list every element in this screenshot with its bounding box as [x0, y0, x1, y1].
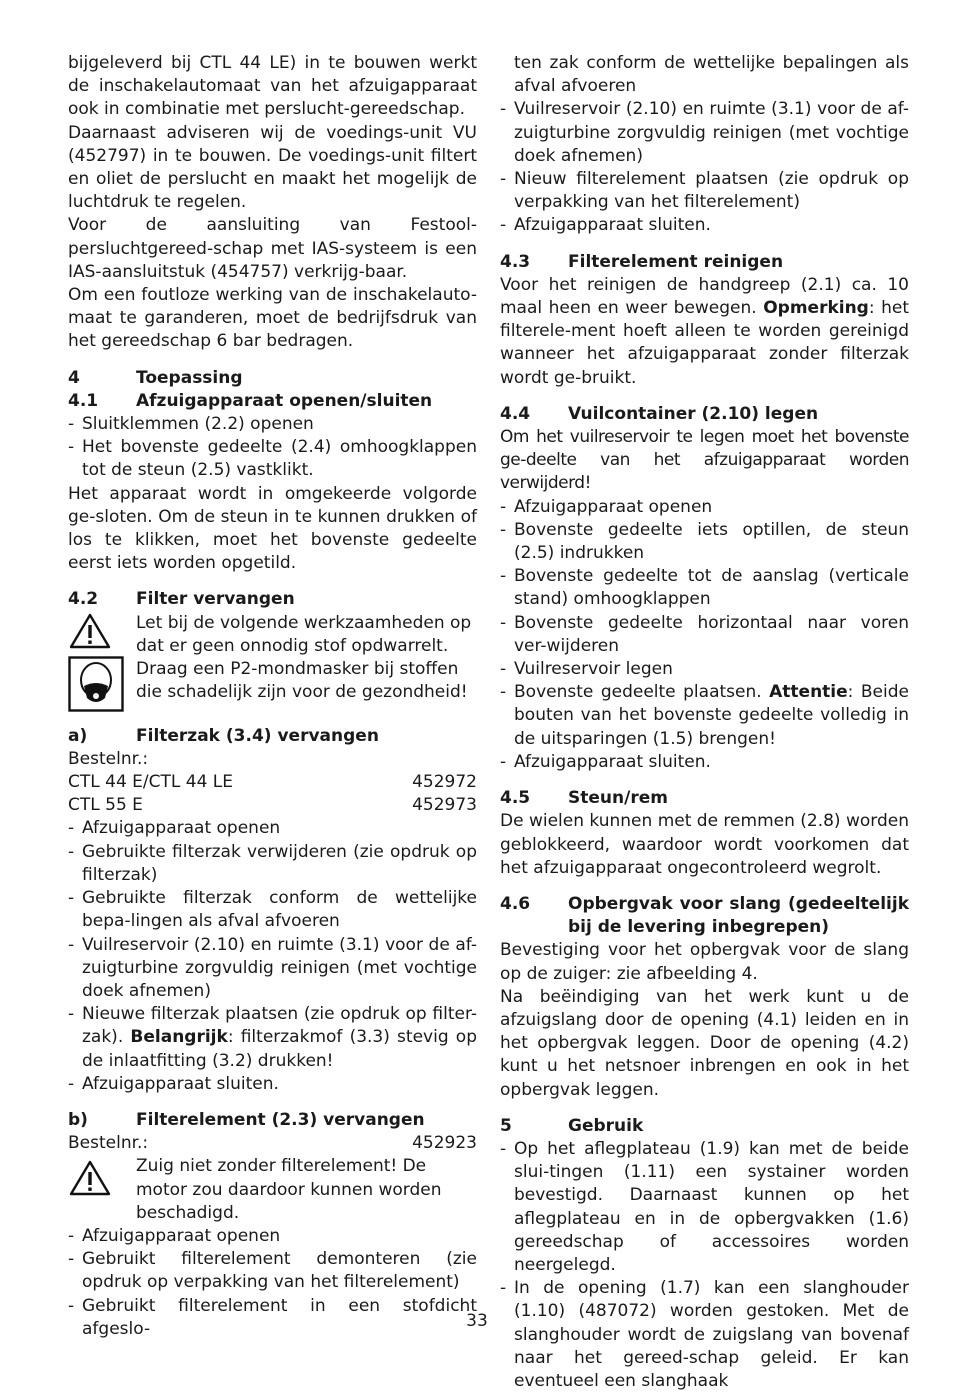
paragraph: De wielen kunnen met de remmen (2.8) worden geblokkeerd, waardoor wordt voorkomen dat het afzuigapparaat ongecontroleerd wegrolt.	[500, 811, 909, 878]
list-item: - Bovenste gedeelte iets optillen, de steun (2.5) indrukken	[500, 519, 909, 565]
list-item: - Bovenste gedeelte plaatsen. Attentie: Beide bouten van het bovenste gedeelte volledig in de uitsparingen (1.5) brengen!	[500, 681, 909, 751]
dust-mask-icon	[68, 656, 124, 712]
list-item: - Bovenste gedeelte horizontaal naar voren ver-wijderen	[500, 612, 909, 658]
list-item: - Afzuigapparaat sluiten.	[68, 1073, 477, 1096]
intro-paragraph: Voor de aansluiting van Festool-persluchtgereed-schap met IAS-systeem is een IAS-aansluitstuk (454757) verkrijg-baar.	[68, 215, 477, 282]
list-item: - Op het aflegplateau (1.9) kan met de beide slui-tingen (1.11) een systainer worden bevestigd. Daarnaast kunnen op het aflegplateau en in de opbergvakken (1.6) gereedschap of accessoires worden neergelegd.	[500, 1138, 909, 1277]
left-column	[68, 52, 477, 1341]
list-item: - Gebruikt filterelement demonteren (zie opdruk op verpakking van het filterelement)	[68, 1248, 477, 1294]
list-item: - Afzuigapparaat openen	[68, 1225, 477, 1248]
order-row: Bestelnr.: 452923	[68, 1133, 477, 1154]
paragraph: Na beëindiging van het werk kunt u de afzuigslang door de opening (4.1) leiden en in het opbergvak leggen. Door de opening (4.2) kunt u het netsnoer inbrengen en ook in het opbergvak leggen.	[500, 986, 909, 1100]
section-heading-4-5: 4.5 Steun/rem	[500, 788, 668, 809]
order-label: Bestelnr.:	[68, 748, 149, 769]
steps-list	[500, 1138, 909, 1393]
list-item: - Afzuigapparaat sluiten.	[500, 214, 909, 237]
warning-block	[68, 1155, 477, 1225]
list-item: - Vuilreservoir (2.10) en ruimte (3.1) voor de af-zuigturbine zorgvuldig reinigen (met vochtige doek afnemen)	[68, 934, 477, 1004]
list-item: - In de opening (1.7) kan een slanghouder (1.10) (487072) worden gestoken. Met de slanghouder wordt de zuigslang van bovenaf naar het gereed-schap geleid. Er kan eventueel een slanghaak	[500, 1277, 909, 1393]
warning-text: Let bij de volgende werkzaamheden op dat er geen onnodig stof opdwarrelt. Draag een P2-mondmasker bij stoffen die schadelijk zijn voor de gezondheid!	[136, 612, 472, 703]
section-heading-4-6: 4.6 Opbergvak voor slang (gedeeltelijk bij de levering inbegrepen)	[500, 893, 909, 938]
intro-paragraph: bijgeleverd bij CTL 44 LE) in te bouwen werkt de inschakelautomaat van het afzuigapparaat ook in combinatie met perslucht-gereedschap.	[68, 53, 477, 120]
section-heading-4-1: 4.1 Afzuigapparaat openen/sluiten	[68, 390, 433, 411]
paragraph: Voor het reinigen de handgreep (2.1) ca. 10 maal heen en weer bewegen. Opmerking: het filterele-ment hoeft alleen te worden gereinigd wanneer het afzuigapparaat zonder filterzak wordt ge-bruikt.	[500, 274, 909, 388]
right-column	[500, 52, 909, 1393]
list-item: - Bovenste gedeelte tot de aanslag (verticale stand) omhoogklappen	[500, 565, 909, 611]
list-item-continued: ten zak conform de wettelijke bepalingen als afval afvoeren	[514, 53, 909, 97]
list-item: - Gebruikte filterzak verwijderen (zie opdruk op filterzak)	[68, 841, 477, 887]
list-item: - Nieuw filterelement plaatsen (zie opdruk op verpakking van het filterelement)	[500, 168, 909, 214]
paragraph: Bevestiging voor het opbergvak voor de slang op de zuiger: zie afbeelding 4.	[500, 940, 909, 984]
page-number: 33	[466, 1311, 488, 1331]
section-heading-4-4: 4.4 Vuilcontainer (2.10) legen	[500, 403, 819, 424]
list-item: - Nieuwe filterzak plaatsen (zie opdruk op filter-zak). Belangrijk: filterzakmof (3.3) stevig op de inlaatfitting (3.2) drukken!	[68, 1003, 477, 1073]
warning-block	[68, 612, 477, 712]
list-item: - Afzuigapparaat openen	[500, 496, 909, 519]
warning-triangle-icon	[68, 612, 112, 650]
steps-list	[68, 413, 477, 483]
paragraph: Om het vuilreservoir te legen moet het bovenste ge-deelte van het afzuigapparaat worden verwijderd!	[500, 427, 909, 494]
list-item: - Gebruikte filterzak conform de wettelijke bepa-lingen als afval afvoeren	[68, 887, 477, 933]
section-heading-b: b) Filterelement (2.3) vervangen	[68, 1109, 425, 1130]
steps-list	[500, 496, 909, 774]
list-item: - Het bovenste gedeelte (2.4) omhoogklappen tot de steun (2.5) vastklikt.	[68, 436, 477, 482]
section-heading-a: a) Filterzak (3.4) vervangen	[68, 725, 379, 746]
intro-paragraph: Om een foutloze werking van de inschakelauto-maat te garanderen, moet de bedrijfsdruk van het gereedschap 6 bar bedragen.	[68, 285, 477, 352]
list-item: - Vuilreservoir legen	[500, 658, 909, 681]
section-heading-4-3: 4.3 Filterelement reinigen	[500, 251, 784, 272]
list-item: - Gebruikt filterelement in een stofdicht afgeslo-	[68, 1295, 477, 1341]
order-row: CTL 55 E 452973	[68, 795, 477, 816]
list-item: - Sluitklemmen (2.2) openen	[68, 413, 477, 436]
section-heading-4: 4 Toepassing	[68, 367, 243, 388]
warning-text: Zuig niet zonder filterelement! De motor zou daardoor kunnen worden beschadigd.	[136, 1156, 442, 1223]
list-item: - Afzuigapparaat openen	[68, 817, 477, 840]
steps-list	[500, 52, 909, 238]
steps-list	[68, 817, 477, 1095]
section-heading-5: 5 Gebruik	[500, 1115, 644, 1136]
warning-triangle-icon	[68, 1159, 112, 1197]
order-row: CTL 44 E/CTL 44 LE 452972	[68, 772, 477, 793]
intro-paragraph: Daarnaast adviseren wij de voedings-unit VU (452797) in te bouwen. De voedings-unit filtert en oliet de perslucht en maakt het mogelijk de luchtdruk te regelen.	[68, 122, 477, 213]
list-item: - Afzuigapparaat sluiten.	[500, 751, 909, 774]
paragraph: Het apparaat wordt in omgekeerde volgorde ge-sloten. Om de steun in te kunnen drukken of los te klikken, moet het bovenste gedeelte eerst iets worden opgetild.	[68, 483, 477, 574]
section-heading-4-2: 4.2 Filter vervangen	[68, 589, 295, 610]
list-item: - Vuilreservoir (2.10) en ruimte (3.1) voor de af-zuigturbine zorgvuldig reinigen (met vochtige doek afnemen)	[500, 98, 909, 168]
